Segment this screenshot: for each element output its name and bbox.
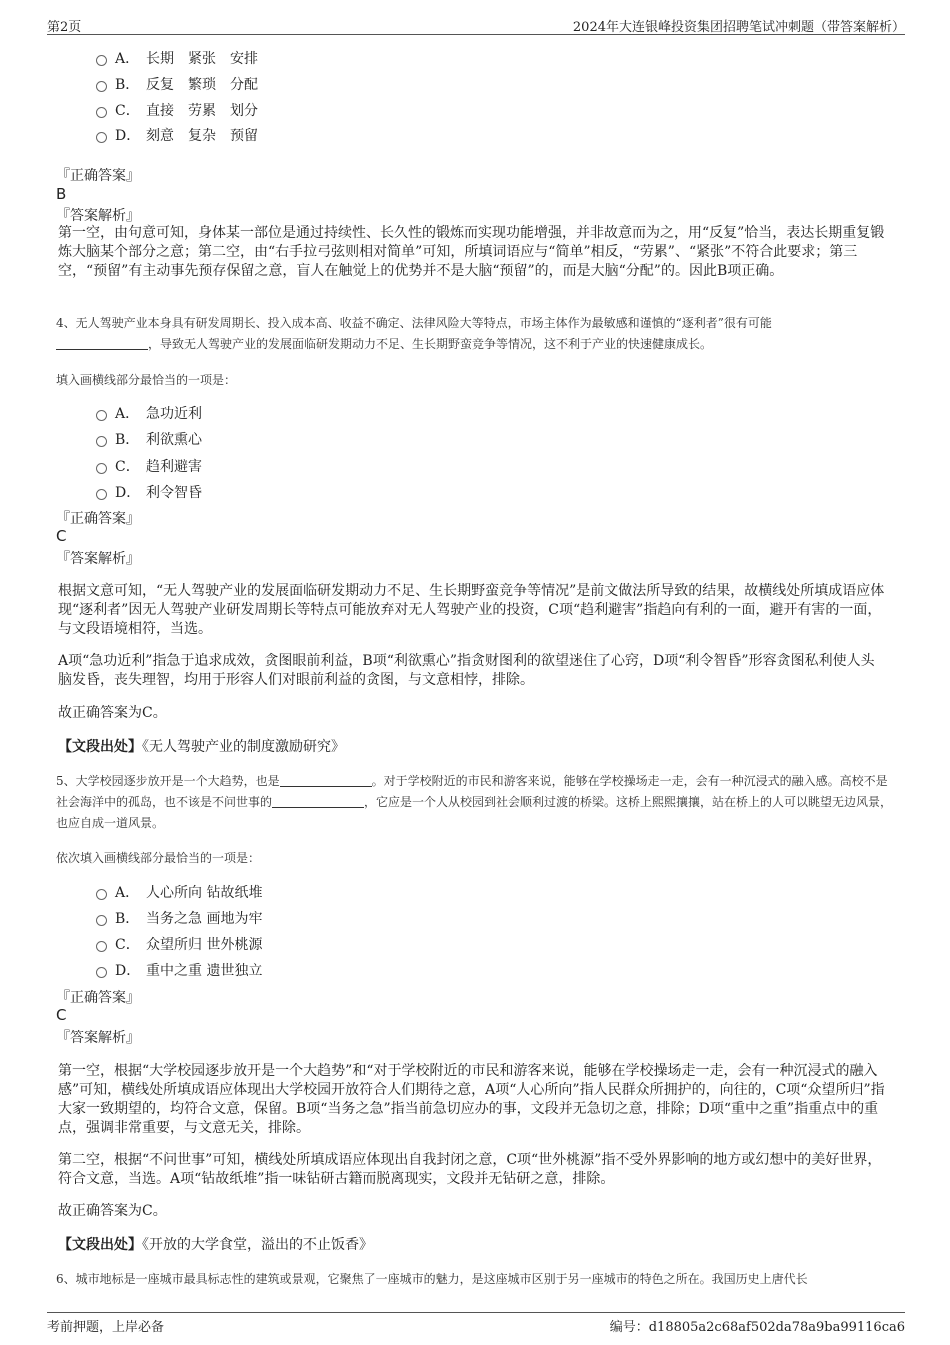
radio-icon[interactable] [96,941,107,952]
q4-instruction: 填入画横线部分最恰当的一项是： [56,373,237,387]
q3-option-c[interactable]: C． 直接 劳累 划分 [96,100,258,120]
q4-option-a[interactable]: A． 急功近利 [96,403,202,423]
radio-icon[interactable] [96,55,107,66]
page-header [47,14,905,35]
q5-analysis-paragraph-1: 第一空，根据“大学校园逐步放开是一个大趋势”和“对于学校附近的市民和游客来说，能够在学校操场走一走，会有一种沉浸式的融入感”可知，横线处所填成语应体现出大学校园开放符合人们期待之意，A项“人心所向”指人民群众所拥护的，向往的，C项“众望所归”指大家一致期望的，均符合文意，保留。B项“当务之急”指当前急切应办的事，文段并无急切之意，排除；D项“重中之重”指重点中的重点，强调非常重要，与文意无关，排除。 [58,1063,885,1136]
q3-answer: B [56,185,67,203]
q3-analysis-label: 『答案解析』 [56,208,140,224]
q4-source: 【文段出处】《无人驾驶产业的制度激励研究》 [58,739,345,755]
q5-option-a[interactable]: A． 人心所向 钻故纸堆 [96,882,262,902]
document-id: 编号：d18805a2c68af502da78a9ba99116ca6 [609,1320,905,1335]
q5-answer: C [56,1006,67,1024]
q4-analysis-paragraph-3: 故正确答案为C。 [58,705,167,721]
radio-icon[interactable] [96,107,107,118]
q4-option-c[interactable]: C． 趋利避害 [96,456,202,476]
document-title: 2024年大连银峰投资集团招聘笔试冲刺题（带答案解析） [572,20,905,35]
radio-icon[interactable] [96,889,107,900]
q5-source: 【文段出处】《开放的大学食堂，溢出的不止饭香》 [58,1237,373,1253]
q4-analysis-label: 『答案解析』 [56,551,140,567]
q5-answer-label: 『正确答案』 [56,990,140,1006]
q3-analysis: 第一空，由句意可知，身体某一部位是通过持续性、长久性的锻炼而实现功能增强，并非故意而为之，用“反复”恰当，表达长期重复锻炼大脑某个部分之意；第二空，由“右手拉弓弦则相对简单”可知，所填词语应与“简单”相反，“劳累”、“紧张”不符合此要求；第三空，“预留”有主动事先预存保留之意，盲人在触觉上的优势并不是大脑“预留”的，而是大脑“分配”的。因此B项正确。 [58,225,885,279]
radio-icon[interactable] [96,436,107,447]
q5-option-c[interactable]: C． 众望所归 世外桃源 [96,934,262,954]
blank-line [280,773,372,787]
q4-option-b[interactable]: B． 利欲熏心 [96,429,202,449]
q5-instruction: 依次填入画横线部分最恰当的一项是： [56,851,261,865]
q5-option-d[interactable]: D． 重中之重 遗世独立 [96,960,262,980]
page-footer [47,1312,905,1335]
q3-option-d[interactable]: D． 刻意 复杂 预留 [96,125,258,145]
q4-answer: C [56,527,67,545]
q4-stem: 4、无人驾驶产业本身具有研发周期长、投入成本高、收益不确定、法律风险大等特点，市场主体作为最敏感和谨慎的“逐利者”很有可能 ，导致无人驾驶产业的发展面临研发期动力不足、生长期野蛮竞争等情况，这不利于产业的快速健康成长。 [56,316,772,351]
radio-icon[interactable] [96,81,107,92]
q6-stem: 6、城市地标是一座城市最具标志性的建筑或景观，它聚焦了一座城市的魅力，是这座城市区别于另一座城市的特色之所在。我国历史上唐代长 [56,1272,808,1286]
blank-line [56,336,148,350]
radio-icon[interactable] [96,915,107,926]
footer-slogan: 考前押题，上岸必备 [47,1320,165,1335]
radio-icon[interactable] [96,132,107,143]
q5-analysis-paragraph-2: 第二空，根据“不问世事”可知，横线处所填成语应体现出自我封闭之意，C项“世外桃源”指不受外界影响的地方或幻想中的美好世界，符合文意，当选。A项“钻故纸堆”指一味钻研古籍而脱离现实，文段并无钻研之意，排除。 [58,1152,882,1187]
q4-analysis-paragraph-2: A项“急功近利”指急于追求成效，贪图眼前利益，B项“利欲熏心”指贪财图利的欲望迷住了心窍，D项“利令智昏”形容贪图私利使人头脑发昏，丧失理智，均用于形容人们对眼前利益的贪图，与文意相悖，排除。 [58,653,875,688]
q5-analysis-label: 『答案解析』 [56,1030,140,1046]
radio-icon[interactable] [96,489,107,500]
radio-icon[interactable] [96,967,107,978]
q5-option-b[interactable]: B． 当务之急 画地为牢 [96,908,262,928]
q3-option-b[interactable]: B． 反复 繁琐 分配 [96,74,258,94]
q5-analysis-paragraph-3: 故正确答案为C。 [58,1203,167,1219]
q4-answer-label: 『正确答案』 [56,511,140,527]
q5-stem: 5、大学校园逐步放开是一个大趋势，也是 。对于学校附近的市民和游客来说，能够在学校操场走一走，会有一种沉浸式的融入感。高校不是社会海洋中的孤岛，也不该是不问世事的 ，它应是一个人从校园到社会顺利过渡的桥梁。这桥上熙熙攘攘，站在桥上的人可以眺望无边风景，也应自成一道风景。 [56,774,893,830]
q3-answer-label: 『正确答案』 [56,168,140,184]
q4-analysis-paragraph-1: 根据文意可知，“无人驾驶产业的发展面临研发期动力不足、生长期野蛮竞争等情况”是前文做法所导致的结果，故横线处所填成语应体现“逐利者”因无人驾驶产业研发周期长等特点可能放弃对无人驾驶产业的投资，C项“趋利避害”指趋向有利的一面，避开有害的一面，与文段语境相符，当选。 [58,583,885,637]
page-number: 第2页 [47,20,82,35]
radio-icon[interactable] [96,463,107,474]
q4-option-d[interactable]: D． 利令智昏 [96,482,202,502]
blank-line [272,794,364,808]
radio-icon[interactable] [96,410,107,421]
q3-option-a[interactable]: A． 长期 紧张 安排 [96,48,258,68]
